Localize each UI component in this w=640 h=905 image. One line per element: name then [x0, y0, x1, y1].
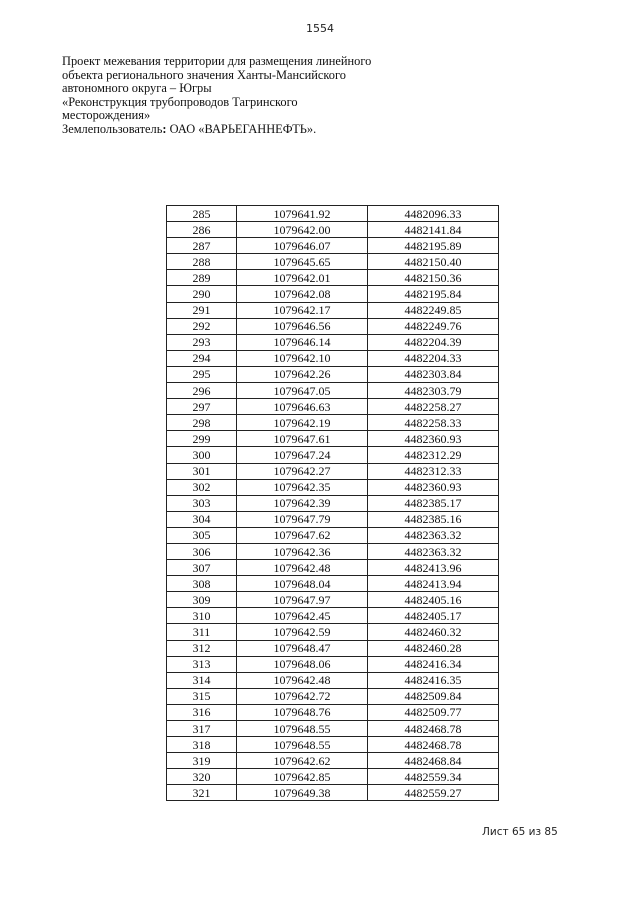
table-row — [167, 383, 499, 399]
x-coordinate-cell: 1079647.79 — [237, 511, 368, 527]
x-coordinate-cell: 1079642.01 — [237, 270, 368, 286]
y-coordinate-cell: 4482249.76 — [368, 318, 499, 334]
y-coordinate-cell: 4482360.93 — [368, 479, 499, 495]
header-line: месторождения» — [62, 108, 151, 123]
point-number-cell: 292 — [167, 318, 237, 334]
x-coordinate-cell: 1079648.55 — [237, 721, 368, 737]
x-coordinate-cell: 1079642.17 — [237, 302, 368, 318]
y-coordinate-cell: 4482460.28 — [368, 640, 499, 656]
y-coordinate-cell: 4482363.32 — [368, 543, 499, 559]
y-coordinate-cell: 4482150.36 — [368, 270, 499, 286]
x-coordinate-cell: 1079647.62 — [237, 527, 368, 543]
y-coordinate-cell: 4482141.84 — [368, 222, 499, 238]
point-number-cell: 286 — [167, 222, 237, 238]
page-number: 1554 — [306, 22, 334, 35]
header-line: Проект межевания территории для размещения линейного — [62, 54, 372, 68]
table-row — [167, 527, 499, 543]
x-coordinate-cell: 1079642.26 — [237, 366, 368, 382]
point-number-cell: 295 — [167, 366, 237, 382]
x-coordinate-cell: 1079648.04 — [237, 576, 368, 592]
x-coordinate-cell: 1079642.35 — [237, 479, 368, 495]
table-row — [167, 640, 499, 656]
point-number-cell: 301 — [167, 463, 237, 479]
point-number-cell: 296 — [167, 383, 237, 399]
point-number-cell: 297 — [167, 399, 237, 415]
table-row — [167, 495, 499, 511]
point-number-cell: 306 — [167, 543, 237, 559]
point-number-cell: 290 — [167, 286, 237, 302]
point-number-cell: 308 — [167, 576, 237, 592]
y-coordinate-cell: 4482150.40 — [368, 254, 499, 270]
point-number-cell: 305 — [167, 527, 237, 543]
x-coordinate-cell: 1079641.92 — [237, 206, 368, 222]
table-row — [167, 318, 499, 334]
x-coordinate-cell: 1079645.65 — [237, 254, 368, 270]
point-number-cell: 307 — [167, 560, 237, 576]
y-coordinate-cell: 4482468.78 — [368, 737, 499, 753]
point-number-cell: 315 — [167, 688, 237, 704]
x-coordinate-cell: 1079649.38 — [237, 785, 368, 801]
x-coordinate-cell: 1079642.19 — [237, 415, 368, 431]
x-coordinate-cell: 1079646.56 — [237, 318, 368, 334]
y-coordinate-cell: 4482413.96 — [368, 560, 499, 576]
point-number-cell: 311 — [167, 624, 237, 640]
x-coordinate-cell: 1079642.08 — [237, 286, 368, 302]
table-row — [167, 270, 499, 286]
point-number-cell: 298 — [167, 415, 237, 431]
y-coordinate-cell: 4482468.78 — [368, 721, 499, 737]
x-coordinate-cell: 1079642.27 — [237, 463, 368, 479]
land-user-value: ОАО «ВАРЬЕГАННЕФТЬ». — [166, 121, 317, 136]
table-row — [167, 608, 499, 624]
y-coordinate-cell: 4482303.79 — [368, 383, 499, 399]
y-coordinate-cell: 4482360.93 — [368, 431, 499, 447]
land-user-label: Землепользователь — [62, 121, 163, 136]
y-coordinate-cell: 4482559.34 — [368, 769, 499, 785]
table-row — [167, 576, 499, 592]
point-number-cell: 299 — [167, 431, 237, 447]
table-row — [167, 399, 499, 415]
table-row — [167, 785, 499, 801]
y-coordinate-cell: 4482413.94 — [368, 576, 499, 592]
y-coordinate-cell: 4482195.89 — [368, 238, 499, 254]
y-coordinate-cell: 4482385.17 — [368, 495, 499, 511]
sheet-counter: Лист 65 из 85 — [482, 826, 558, 838]
table-row — [167, 431, 499, 447]
x-coordinate-cell: 1079642.72 — [237, 688, 368, 704]
point-number-cell: 293 — [167, 334, 237, 350]
x-coordinate-cell: 1079648.55 — [237, 737, 368, 753]
y-coordinate-cell: 4482405.16 — [368, 592, 499, 608]
point-number-cell: 318 — [167, 737, 237, 753]
point-number-cell: 309 — [167, 592, 237, 608]
point-number-cell: 294 — [167, 350, 237, 366]
x-coordinate-cell: 1079642.62 — [237, 753, 368, 769]
coordinates-table — [166, 205, 499, 801]
table-row — [167, 688, 499, 704]
land-user-line — [62, 123, 392, 137]
table-row — [167, 543, 499, 559]
table-row — [167, 238, 499, 254]
y-coordinate-cell: 4482303.84 — [368, 366, 499, 382]
table-row — [167, 511, 499, 527]
y-coordinate-cell: 4482096.33 — [368, 206, 499, 222]
table-row — [167, 624, 499, 640]
table-row — [167, 769, 499, 785]
y-coordinate-cell: 4482204.39 — [368, 334, 499, 350]
point-number-cell: 304 — [167, 511, 237, 527]
x-coordinate-cell: 1079648.76 — [237, 704, 368, 720]
x-coordinate-cell: 1079642.36 — [237, 543, 368, 559]
point-number-cell: 317 — [167, 721, 237, 737]
coordinates-table-body — [167, 206, 499, 801]
table-row — [167, 479, 499, 495]
header-line: автономного округа – Югры — [62, 81, 212, 96]
point-number-cell: 313 — [167, 656, 237, 672]
y-coordinate-cell: 4482468.84 — [368, 753, 499, 769]
point-number-cell: 302 — [167, 479, 237, 495]
y-coordinate-cell: 4482509.84 — [368, 688, 499, 704]
x-coordinate-cell: 1079646.63 — [237, 399, 368, 415]
x-coordinate-cell: 1079642.10 — [237, 350, 368, 366]
x-coordinate-cell: 1079646.07 — [237, 238, 368, 254]
point-number-cell: 320 — [167, 769, 237, 785]
point-number-cell: 285 — [167, 206, 237, 222]
x-coordinate-cell: 1079642.59 — [237, 624, 368, 640]
point-number-cell: 303 — [167, 495, 237, 511]
header-line: объекта регионального значения Ханты-Мансийского — [62, 67, 346, 82]
header-line: «Реконструкция трубопроводов Тагринского — [62, 94, 298, 109]
table-row — [167, 206, 499, 222]
point-number-cell: 289 — [167, 270, 237, 286]
table-row — [167, 254, 499, 270]
x-coordinate-cell: 1079647.61 — [237, 431, 368, 447]
x-coordinate-cell: 1079642.45 — [237, 608, 368, 624]
y-coordinate-cell: 4482416.35 — [368, 672, 499, 688]
table-row — [167, 737, 499, 753]
table-row — [167, 672, 499, 688]
y-coordinate-cell: 4482385.16 — [368, 511, 499, 527]
point-number-cell: 316 — [167, 704, 237, 720]
table-row — [167, 463, 499, 479]
x-coordinate-cell: 1079648.47 — [237, 640, 368, 656]
x-coordinate-cell: 1079647.24 — [237, 447, 368, 463]
table-row — [167, 721, 499, 737]
y-coordinate-cell: 4482249.85 — [368, 302, 499, 318]
point-number-cell: 321 — [167, 785, 237, 801]
y-coordinate-cell: 4482195.84 — [368, 286, 499, 302]
y-coordinate-cell: 4482312.29 — [368, 447, 499, 463]
point-number-cell: 287 — [167, 238, 237, 254]
table-row — [167, 222, 499, 238]
x-coordinate-cell: 1079646.14 — [237, 334, 368, 350]
y-coordinate-cell: 4482559.27 — [368, 785, 499, 801]
y-coordinate-cell: 4482363.32 — [368, 527, 499, 543]
table-row — [167, 704, 499, 720]
x-coordinate-cell: 1079647.97 — [237, 592, 368, 608]
table-row — [167, 302, 499, 318]
x-coordinate-cell: 1079642.48 — [237, 560, 368, 576]
x-coordinate-cell: 1079642.85 — [237, 769, 368, 785]
x-coordinate-cell: 1079642.39 — [237, 495, 368, 511]
x-coordinate-cell: 1079648.06 — [237, 656, 368, 672]
point-number-cell: 291 — [167, 302, 237, 318]
point-number-cell: 300 — [167, 447, 237, 463]
point-number-cell: 312 — [167, 640, 237, 656]
y-coordinate-cell: 4482405.17 — [368, 608, 499, 624]
table-row — [167, 366, 499, 382]
y-coordinate-cell: 4482509.77 — [368, 704, 499, 720]
y-coordinate-cell: 4482258.33 — [368, 415, 499, 431]
y-coordinate-cell: 4482460.32 — [368, 624, 499, 640]
table-row — [167, 656, 499, 672]
table-row — [167, 415, 499, 431]
table-row — [167, 560, 499, 576]
y-coordinate-cell: 4482416.34 — [368, 656, 499, 672]
table-row — [167, 334, 499, 350]
table-row — [167, 753, 499, 769]
y-coordinate-cell: 4482258.27 — [368, 399, 499, 415]
table-row — [167, 592, 499, 608]
land-user-colon: : — [162, 121, 167, 136]
table-row — [167, 447, 499, 463]
x-coordinate-cell: 1079642.00 — [237, 222, 368, 238]
x-coordinate-cell: 1079642.48 — [237, 672, 368, 688]
table-row — [167, 350, 499, 366]
point-number-cell: 319 — [167, 753, 237, 769]
point-number-cell: 288 — [167, 254, 237, 270]
table-row — [167, 286, 499, 302]
document-header — [62, 55, 392, 137]
point-number-cell: 310 — [167, 608, 237, 624]
y-coordinate-cell: 4482204.33 — [368, 350, 499, 366]
point-number-cell: 314 — [167, 672, 237, 688]
y-coordinate-cell: 4482312.33 — [368, 463, 499, 479]
x-coordinate-cell: 1079647.05 — [237, 383, 368, 399]
